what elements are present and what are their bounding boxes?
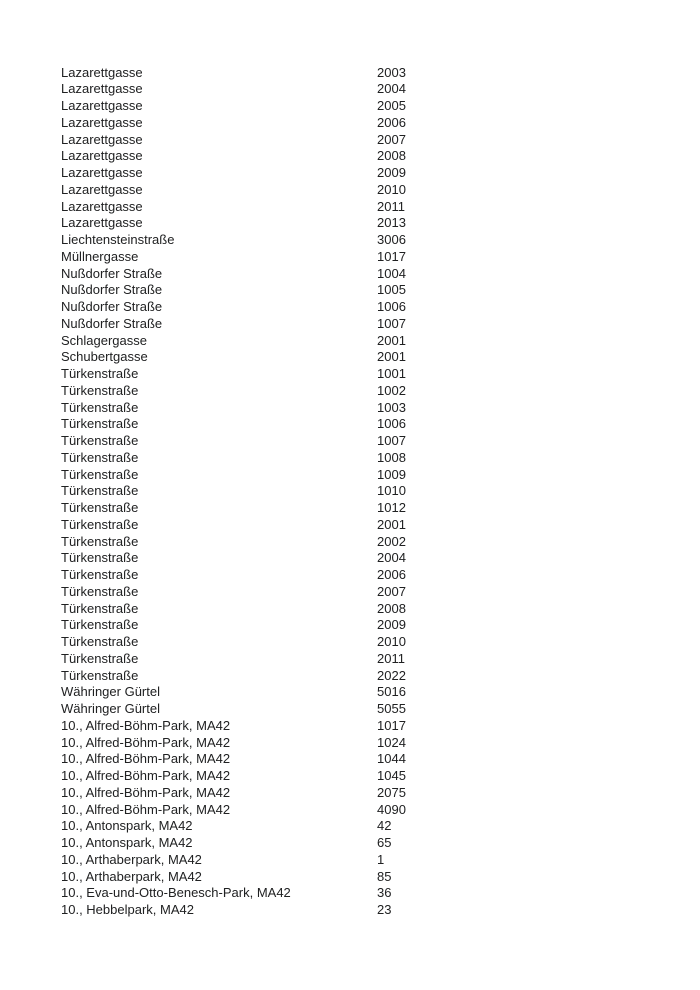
street-name-cell: Türkenstraße bbox=[61, 382, 139, 398]
table-row bbox=[61, 601, 621, 618]
table-row bbox=[61, 215, 621, 232]
number-cell: 1045 bbox=[377, 768, 406, 783]
table-row bbox=[61, 148, 621, 165]
street-name-cell: Liechtensteinstraße bbox=[61, 232, 175, 247]
number-cell: 1044 bbox=[377, 751, 406, 767]
street-name-cell: Türkenstraße bbox=[61, 634, 139, 649]
table-row bbox=[61, 668, 621, 685]
table-row bbox=[61, 684, 621, 701]
number-cell: 1001 bbox=[377, 366, 406, 381]
number-cell: 36 bbox=[377, 885, 392, 901]
street-name-cell: Türkenstraße bbox=[61, 617, 139, 633]
number-cell: 1003 bbox=[377, 399, 406, 415]
table-row bbox=[61, 869, 621, 886]
street-name-cell: Türkenstraße bbox=[61, 366, 139, 381]
street-name-cell: 10., Alfred-Böhm-Park, MA42 bbox=[61, 717, 231, 733]
number-cell: 1009 bbox=[377, 466, 406, 482]
number-cell: 1006 bbox=[377, 299, 406, 314]
street-name-cell: Lazarettgasse bbox=[61, 181, 143, 197]
street-name-cell: Währinger Gürtel bbox=[61, 684, 160, 700]
street-name-cell: Türkenstraße bbox=[61, 567, 139, 582]
number-cell: 2075 bbox=[377, 784, 406, 800]
street-name-cell: Türkenstraße bbox=[61, 583, 139, 599]
street-name-cell: Lazarettgasse bbox=[61, 148, 143, 164]
table-row bbox=[61, 65, 621, 82]
number-cell: 1005 bbox=[377, 282, 406, 298]
street-name-cell: Währinger Gürtel bbox=[61, 701, 160, 716]
number-cell: 1007 bbox=[377, 315, 406, 331]
table-row bbox=[61, 818, 621, 835]
number-cell: 3006 bbox=[377, 232, 406, 247]
table-row bbox=[61, 165, 621, 182]
table-row bbox=[61, 316, 621, 333]
number-cell: 2008 bbox=[377, 148, 406, 164]
street-name-cell: Lazarettgasse bbox=[61, 114, 143, 130]
number-cell: 42 bbox=[377, 818, 392, 834]
street-list bbox=[61, 65, 621, 919]
table-row bbox=[61, 534, 621, 551]
table-row bbox=[61, 433, 621, 450]
table-row bbox=[61, 852, 621, 869]
table-row bbox=[61, 567, 621, 584]
street-name-cell: Lazarettgasse bbox=[61, 131, 143, 147]
street-name-cell: Türkenstraße bbox=[61, 483, 139, 499]
table-row bbox=[61, 416, 621, 433]
table-row bbox=[61, 467, 621, 484]
number-cell: 2001 bbox=[377, 332, 406, 348]
street-name-cell: 10., Arthaberpark, MA42 bbox=[61, 851, 202, 867]
street-name-cell: Lazarettgasse bbox=[61, 98, 143, 113]
number-cell: 65 bbox=[377, 835, 392, 850]
table-row bbox=[61, 634, 621, 651]
table-row bbox=[61, 835, 621, 852]
street-name-cell: 10., Alfred-Böhm-Park, MA42 bbox=[61, 734, 231, 750]
table-row bbox=[61, 483, 621, 500]
number-cell: 2006 bbox=[377, 114, 406, 130]
table-row bbox=[61, 299, 621, 316]
street-name-cell: Türkenstraße bbox=[61, 516, 139, 532]
street-name-cell: Lazarettgasse bbox=[61, 81, 143, 97]
table-row bbox=[61, 333, 621, 350]
table-row bbox=[61, 199, 621, 216]
table-row bbox=[61, 366, 621, 383]
table-row bbox=[61, 584, 621, 601]
table-row bbox=[61, 751, 621, 768]
street-name-cell: 10., Alfred-Böhm-Park, MA42 bbox=[61, 751, 231, 767]
table-row bbox=[61, 701, 621, 718]
street-name-cell: Schlagergasse bbox=[61, 332, 147, 348]
number-cell: 2009 bbox=[377, 165, 406, 180]
street-name-cell: Lazarettgasse bbox=[61, 64, 143, 80]
street-name-cell: Türkenstraße bbox=[61, 399, 139, 415]
table-row bbox=[61, 735, 621, 752]
table-row bbox=[61, 400, 621, 417]
street-name-cell: 10., Hebbelpark, MA42 bbox=[61, 902, 194, 917]
table-row bbox=[61, 182, 621, 199]
street-name-cell: 10., Alfred-Böhm-Park, MA42 bbox=[61, 768, 231, 783]
street-name-cell: Lazarettgasse bbox=[61, 165, 143, 180]
table-row bbox=[61, 785, 621, 802]
table-row bbox=[61, 617, 621, 634]
street-name-cell: Nußdorfer Straße bbox=[61, 315, 163, 331]
street-name-cell: Türkenstraße bbox=[61, 667, 139, 683]
number-cell: 2008 bbox=[377, 600, 406, 616]
number-cell: 2009 bbox=[377, 617, 406, 633]
number-cell: 2004 bbox=[377, 81, 406, 97]
number-cell: 2001 bbox=[377, 516, 406, 532]
street-name-cell: 10., Antonspark, MA42 bbox=[61, 818, 193, 834]
number-cell: 2005 bbox=[377, 98, 406, 113]
street-name-cell: Türkenstraße bbox=[61, 550, 139, 566]
street-name-cell: Nußdorfer Straße bbox=[61, 282, 163, 298]
table-row bbox=[61, 132, 621, 149]
number-cell: 4090 bbox=[377, 801, 406, 817]
number-cell: 5055 bbox=[377, 701, 406, 716]
street-name-cell: 10., Eva-und-Otto-Benesch-Park, MA42 bbox=[61, 885, 291, 901]
street-name-cell: Nußdorfer Straße bbox=[61, 265, 163, 281]
number-cell: 1 bbox=[377, 851, 385, 867]
number-cell: 1012 bbox=[377, 500, 406, 515]
table-row bbox=[61, 517, 621, 534]
number-cell: 1006 bbox=[377, 416, 406, 432]
number-cell: 1010 bbox=[377, 483, 406, 499]
table-row bbox=[61, 651, 621, 668]
number-cell: 2010 bbox=[377, 181, 406, 197]
number-cell: 2007 bbox=[377, 583, 406, 599]
number-cell: 1007 bbox=[377, 433, 406, 448]
street-name-cell: Türkenstraße bbox=[61, 650, 139, 666]
street-name-cell: Türkenstraße bbox=[61, 433, 139, 448]
table-row bbox=[61, 282, 621, 299]
table-row bbox=[61, 81, 621, 98]
street-name-cell: 10., Antonspark, MA42 bbox=[61, 835, 193, 850]
table-row bbox=[61, 249, 621, 266]
number-cell: 2022 bbox=[377, 667, 406, 683]
street-name-cell: Schubertgasse bbox=[61, 349, 148, 365]
table-row bbox=[61, 802, 621, 819]
table-row bbox=[61, 550, 621, 567]
street-name-cell: Nußdorfer Straße bbox=[61, 299, 163, 314]
number-cell: 2011 bbox=[377, 650, 405, 666]
number-cell: 2006 bbox=[377, 567, 406, 582]
table-row bbox=[61, 500, 621, 517]
street-name-cell: Müllnergasse bbox=[61, 248, 139, 264]
number-cell: 1004 bbox=[377, 265, 406, 281]
table-row bbox=[61, 768, 621, 785]
table-row bbox=[61, 266, 621, 283]
table-row bbox=[61, 232, 621, 249]
number-cell: 2010 bbox=[377, 634, 406, 649]
street-name-cell: Türkenstraße bbox=[61, 500, 139, 515]
table-row bbox=[61, 885, 621, 902]
street-name-cell: 10., Alfred-Böhm-Park, MA42 bbox=[61, 784, 231, 800]
table-row bbox=[61, 98, 621, 115]
street-name-cell: 10., Alfred-Böhm-Park, MA42 bbox=[61, 801, 231, 817]
table-row bbox=[61, 383, 621, 400]
number-cell: 2011 bbox=[377, 198, 405, 214]
number-cell: 2004 bbox=[377, 550, 406, 566]
number-cell: 2002 bbox=[377, 533, 406, 549]
table-row bbox=[61, 450, 621, 467]
table-row bbox=[61, 349, 621, 366]
number-cell: 1017 bbox=[377, 717, 406, 733]
street-name-cell: Lazarettgasse bbox=[61, 198, 143, 214]
number-cell: 85 bbox=[377, 868, 392, 884]
number-cell: 1017 bbox=[377, 248, 406, 264]
table-row bbox=[61, 902, 621, 919]
street-name-cell: Türkenstraße bbox=[61, 466, 139, 482]
street-name-cell: Lazarettgasse bbox=[61, 215, 143, 231]
number-cell: 2007 bbox=[377, 131, 406, 147]
number-cell: 5016 bbox=[377, 684, 406, 700]
street-name-cell: Türkenstraße bbox=[61, 449, 139, 465]
number-cell: 1024 bbox=[377, 734, 406, 750]
number-cell: 2003 bbox=[377, 64, 406, 80]
number-cell: 1002 bbox=[377, 382, 406, 398]
street-name-cell: Türkenstraße bbox=[61, 533, 139, 549]
number-cell: 1008 bbox=[377, 449, 406, 465]
street-name-cell: Türkenstraße bbox=[61, 416, 139, 432]
number-cell: 23 bbox=[377, 902, 392, 917]
table-row bbox=[61, 115, 621, 132]
number-cell: 2001 bbox=[377, 349, 406, 365]
street-name-cell: Türkenstraße bbox=[61, 600, 139, 616]
table-row bbox=[61, 718, 621, 735]
street-name-cell: 10., Arthaberpark, MA42 bbox=[61, 868, 202, 884]
number-cell: 2013 bbox=[377, 215, 406, 231]
